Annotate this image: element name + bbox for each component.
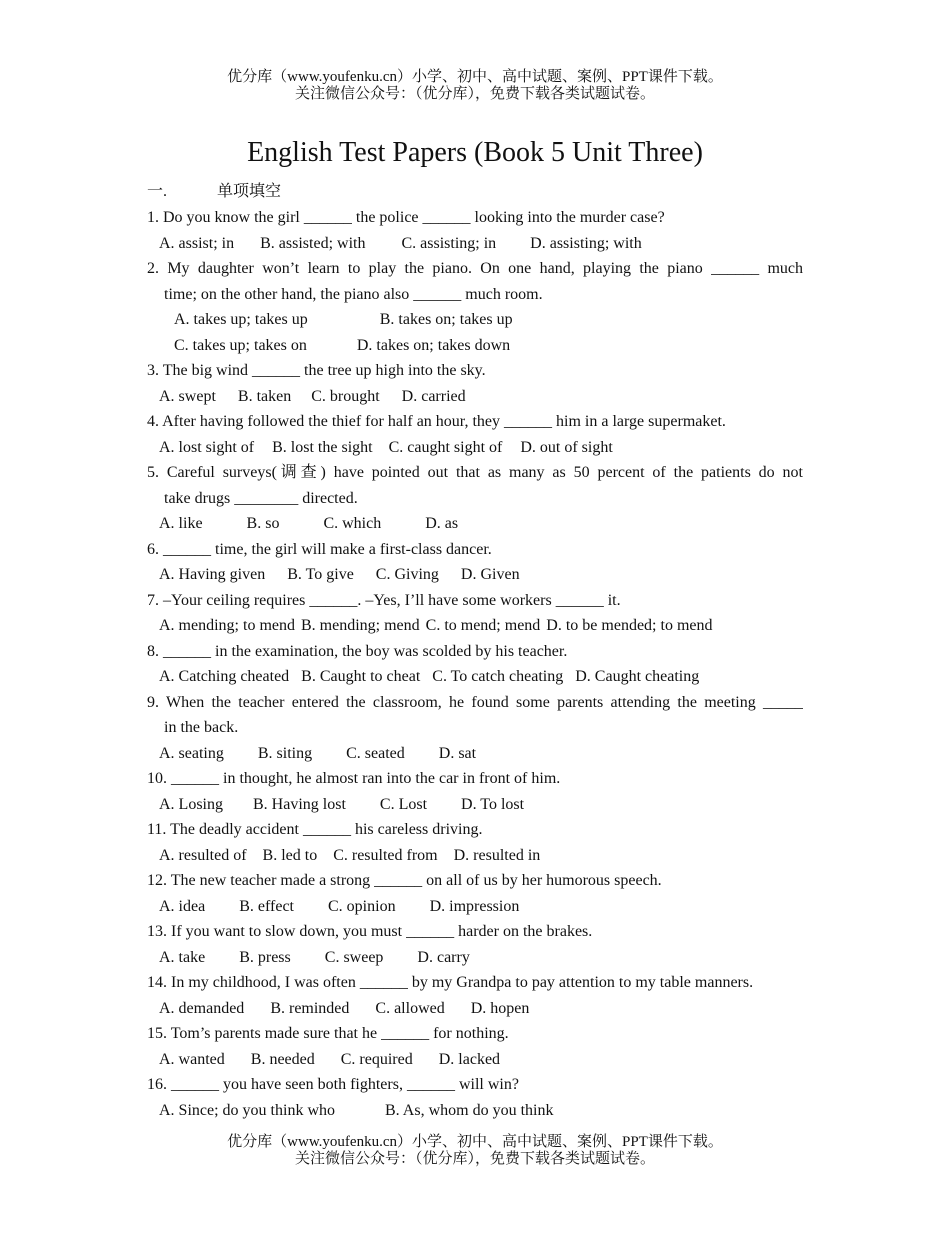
document-title: English Test Papers (Book 5 Unit Three)	[247, 137, 703, 168]
option-b: B. needed	[250, 1050, 315, 1068]
question-16-options	[147, 1098, 803, 1124]
section-label: 单项填空	[217, 183, 282, 200]
question-5-options	[147, 511, 803, 537]
option-a: A. demanded	[159, 999, 245, 1017]
option-b: B. effect	[239, 897, 294, 915]
option-a: A. wanted	[159, 1050, 225, 1068]
question-1-stem: 1. Do you know the girl ______ the police ______ looking into the murder case?	[147, 209, 665, 226]
option-c: C. resulted from	[333, 846, 438, 864]
option-c: C. Giving	[375, 566, 439, 583]
option-c: C. assisting; in	[401, 234, 497, 252]
option-d: D. impression	[429, 897, 520, 915]
option-a: A. seating	[159, 744, 224, 762]
option-b: B. As, whom do you think	[385, 1101, 554, 1119]
option-a: A. resulted of	[159, 846, 247, 864]
option-d: D. as	[425, 515, 459, 532]
option-d: D. to be mended; to mend	[546, 617, 713, 634]
question-9-options	[147, 741, 803, 767]
option-d: D. hopen	[470, 999, 530, 1017]
question-8-options	[147, 664, 803, 690]
option-a: A. take	[159, 948, 206, 966]
question-5-stem: take drugs ________ directed.	[164, 489, 358, 507]
option-b: B. To give	[287, 566, 354, 583]
page-header	[0, 69, 950, 103]
option-d: D. Given	[460, 566, 520, 583]
option-a: A. Losing	[159, 795, 223, 813]
question-3-options	[147, 384, 803, 410]
option-d: D. carried	[401, 387, 466, 405]
header-line-2: 关注微信公众号：（优分库），免费下载各类试题试卷。	[294, 86, 655, 102]
question-11-options	[147, 843, 803, 869]
option-d: D. carry	[417, 948, 470, 966]
question-14-stem: 14. In my childhood, I was often ______ by my Grandpa to pay attention to my table manners.	[147, 974, 754, 991]
question-4-options	[147, 435, 803, 461]
option-a: A. like	[159, 515, 203, 532]
option-a: A. lost sight of	[159, 438, 255, 456]
page-footer	[0, 1134, 950, 1168]
question-3-stem: 3. The big wind ______ the tree up high into the sky.	[147, 362, 486, 379]
option-d: D. assisting; with	[530, 234, 642, 252]
option-b: B. led to	[262, 846, 318, 864]
option-b: B. taken	[237, 387, 292, 405]
option-c: C. which	[323, 515, 382, 532]
option-b: B. assisted; with	[260, 234, 366, 252]
option-d: D. takes on; takes down	[356, 336, 511, 354]
option-d: D. Caught cheating	[575, 668, 700, 685]
option-c: C. seated	[346, 744, 405, 762]
option-b: B. press	[239, 948, 291, 966]
option-d: D. resulted in	[453, 846, 541, 864]
question-5-stem: 5. Careful surveys(调查) have pointed out that as many as 50 percent of the patients do not	[147, 464, 803, 481]
option-d: D. lacked	[438, 1050, 501, 1068]
option-d: D. out of sight	[520, 438, 613, 456]
option-b: B. siting	[257, 744, 313, 762]
question-2-options	[147, 307, 803, 333]
option-a: A. takes up; takes up	[174, 311, 308, 328]
option-a: A. swept	[159, 387, 216, 405]
option-c: C. to mend; mend	[425, 617, 541, 634]
question-15-options	[147, 1047, 803, 1073]
question-16-stem: 16. ______ you have seen both fighters, ______ will win?	[147, 1076, 519, 1093]
footer-line-1: 优分库（www.youfenku.cn）小学、初中、高中试题、案例、PPT课件下载。	[227, 1134, 723, 1150]
question-13-options	[147, 945, 803, 971]
option-c: C. allowed	[375, 999, 445, 1017]
question-14-options	[147, 996, 803, 1022]
question-15-stem: 15. Tom’s parents made sure that he ______ for nothing.	[147, 1025, 509, 1042]
option-b: B. Having lost	[253, 795, 346, 813]
option-c: C. To catch cheating	[432, 668, 564, 685]
question-2-stem: time; on the other hand, the piano also ______ much room.	[164, 285, 543, 303]
question-9-stem: 9. When the teacher entered the classroom, he found some parents attending the meeting _____	[147, 693, 803, 711]
question-13-stem: 13. If you want to slow down, you must ______ harder on the brakes.	[147, 923, 593, 940]
question-12-options	[147, 894, 803, 920]
question-list	[147, 205, 803, 1123]
option-b: B. reminded	[270, 999, 350, 1017]
question-6-stem: 6. ______ time, the girl will make a first-class dancer.	[147, 540, 492, 558]
question-6-options	[147, 562, 803, 588]
option-b: B. takes on; takes up	[379, 311, 513, 328]
option-c: C. takes up; takes on	[174, 336, 307, 354]
question-2-options	[147, 333, 803, 359]
option-a: A. idea	[159, 897, 206, 915]
header-line-1: 优分库（www.youfenku.cn）小学、初中、高中试题、案例、PPT课件下载。	[227, 69, 723, 85]
option-c: C. Lost	[379, 795, 428, 813]
option-a: A. Catching cheated	[159, 668, 290, 685]
question-11-stem: 11. The deadly accident ______ his careless driving.	[147, 821, 483, 838]
option-b: B. mending; mend	[300, 617, 420, 634]
question-7-stem: 7. –Your ceiling requires ______. –Yes, I’ll have some workers ______ it.	[147, 591, 621, 609]
question-12-stem: 12. The new teacher made a strong ______ on all of us by her humorous speech.	[147, 872, 662, 889]
question-1-options	[147, 231, 803, 257]
question-9-stem: in the back.	[164, 719, 239, 736]
option-a: A. Since; do you think who	[159, 1101, 335, 1119]
option-c: C. opinion	[328, 897, 396, 915]
option-b: B. Caught to cheat	[301, 668, 421, 685]
option-c: C. sweep	[324, 948, 384, 966]
section-number: 一.	[147, 183, 168, 200]
question-8-stem: 8. ______ in the examination, the boy was scolded by his teacher.	[147, 642, 568, 660]
question-7-options	[147, 613, 803, 639]
option-a: A. mending; to mend	[159, 617, 295, 634]
question-10-options	[147, 792, 803, 818]
option-d: D. sat	[438, 744, 477, 762]
option-a: A. assist; in	[159, 234, 235, 252]
section-heading	[147, 180, 281, 204]
option-a: A. Having given	[159, 566, 266, 583]
option-c: C. caught sight of	[388, 438, 503, 456]
option-b: B. so	[246, 515, 280, 532]
option-c: C. brought	[311, 387, 380, 405]
option-d: D. To lost	[461, 795, 525, 813]
question-2-stem: 2. My daughter won’t learn to play the piano. On one hand, playing the piano ______ much	[147, 260, 803, 277]
question-4-stem: 4. After having followed the thief for half an hour, they ______ him in a large supermaket.	[147, 413, 726, 430]
footer-line-2: 关注微信公众号：（优分库），免费下载各类试题试卷。	[294, 1151, 655, 1167]
option-b: B. lost the sight	[272, 438, 373, 456]
option-c: C. required	[340, 1050, 413, 1068]
question-10-stem: 10. ______ in thought, he almost ran into the car in front of him.	[147, 770, 561, 787]
